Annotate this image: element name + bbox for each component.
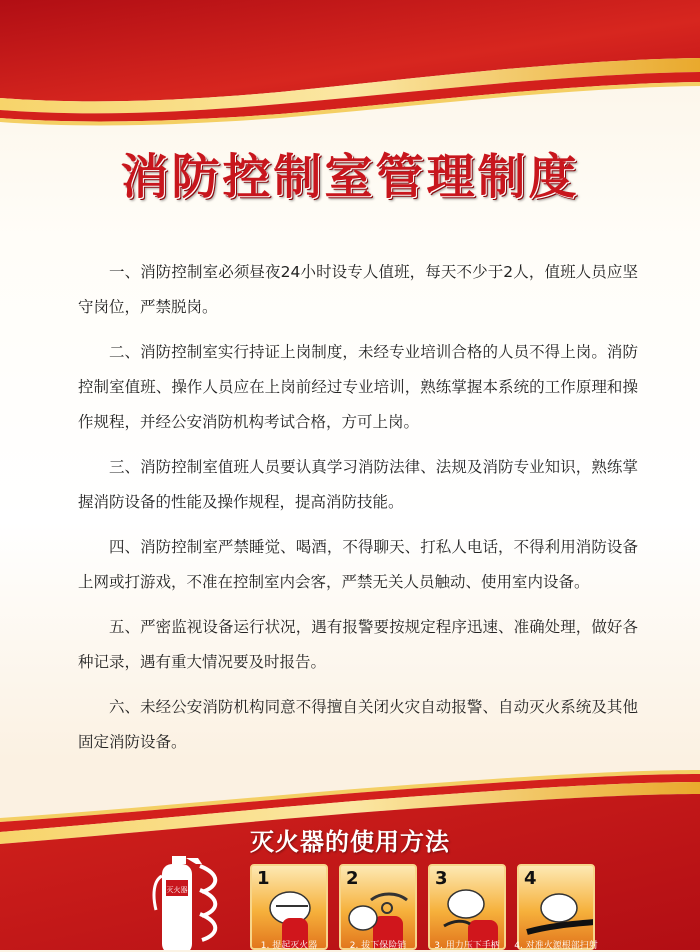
step-number: 3: [435, 868, 448, 889]
rules-body: [78, 255, 638, 770]
spray-lines-icon: [196, 862, 230, 952]
top-banner: [0, 0, 700, 130]
rule-paragraph: 一、消防控制室必须昼夜24小时设专人值班，每天不少于2人，值班人员应坚守岗位，严禁脱岗。: [78, 263, 638, 316]
usage-title: 灭火器的使用方法: [250, 827, 450, 856]
rule-paragraph: 二、消防控制室实行持证上岗制度，未经专业培训合格的人员不得上岗。消防控制室值班、操作人员应在上岗前经过专业培训，熟练掌握本系统的工作原理和操作规程，并经公安消防机构考试合格，方可上岗。: [78, 343, 638, 431]
extinguisher-label: 灭火器: [166, 886, 188, 894]
step-number: 4: [524, 868, 537, 889]
step-caption: 4. 对准火源根部扫射: [514, 941, 598, 951]
page-title: 消防控制室管理制度: [120, 149, 580, 205]
step-caption: 1. 提起灭火器: [260, 941, 318, 951]
step-caption: 2. 拔下保险销: [349, 941, 407, 951]
step-number: 2: [346, 868, 359, 889]
step-caption: 3. 用力压下手柄: [434, 941, 500, 951]
rule-paragraph: 四、消防控制室严禁睡觉、喝酒，不得聊天、打私人电话，不得利用消防设备上网或打游戏，不准在控制室内会客，严禁无关人员触动、使用室内设备。: [78, 538, 638, 591]
rule-paragraph: 五、严密监视设备运行状况，遇有报警要按规定程序迅速、准确处理，做好各种记录，遇有重大情况要及时报告。: [78, 618, 638, 671]
rule-paragraph: 三、消防控制室值班人员要认真学习消防法律、法规及消防专业知识，熟练掌握消防设备的性能及操作规程，提高消防技能。: [78, 458, 638, 511]
step-number: 1: [257, 868, 270, 889]
rule-paragraph: 六、未经公安消防机构同意不得擅自关闭火灾自动报警、自动灭火系统及其他固定消防设备。: [78, 698, 638, 751]
